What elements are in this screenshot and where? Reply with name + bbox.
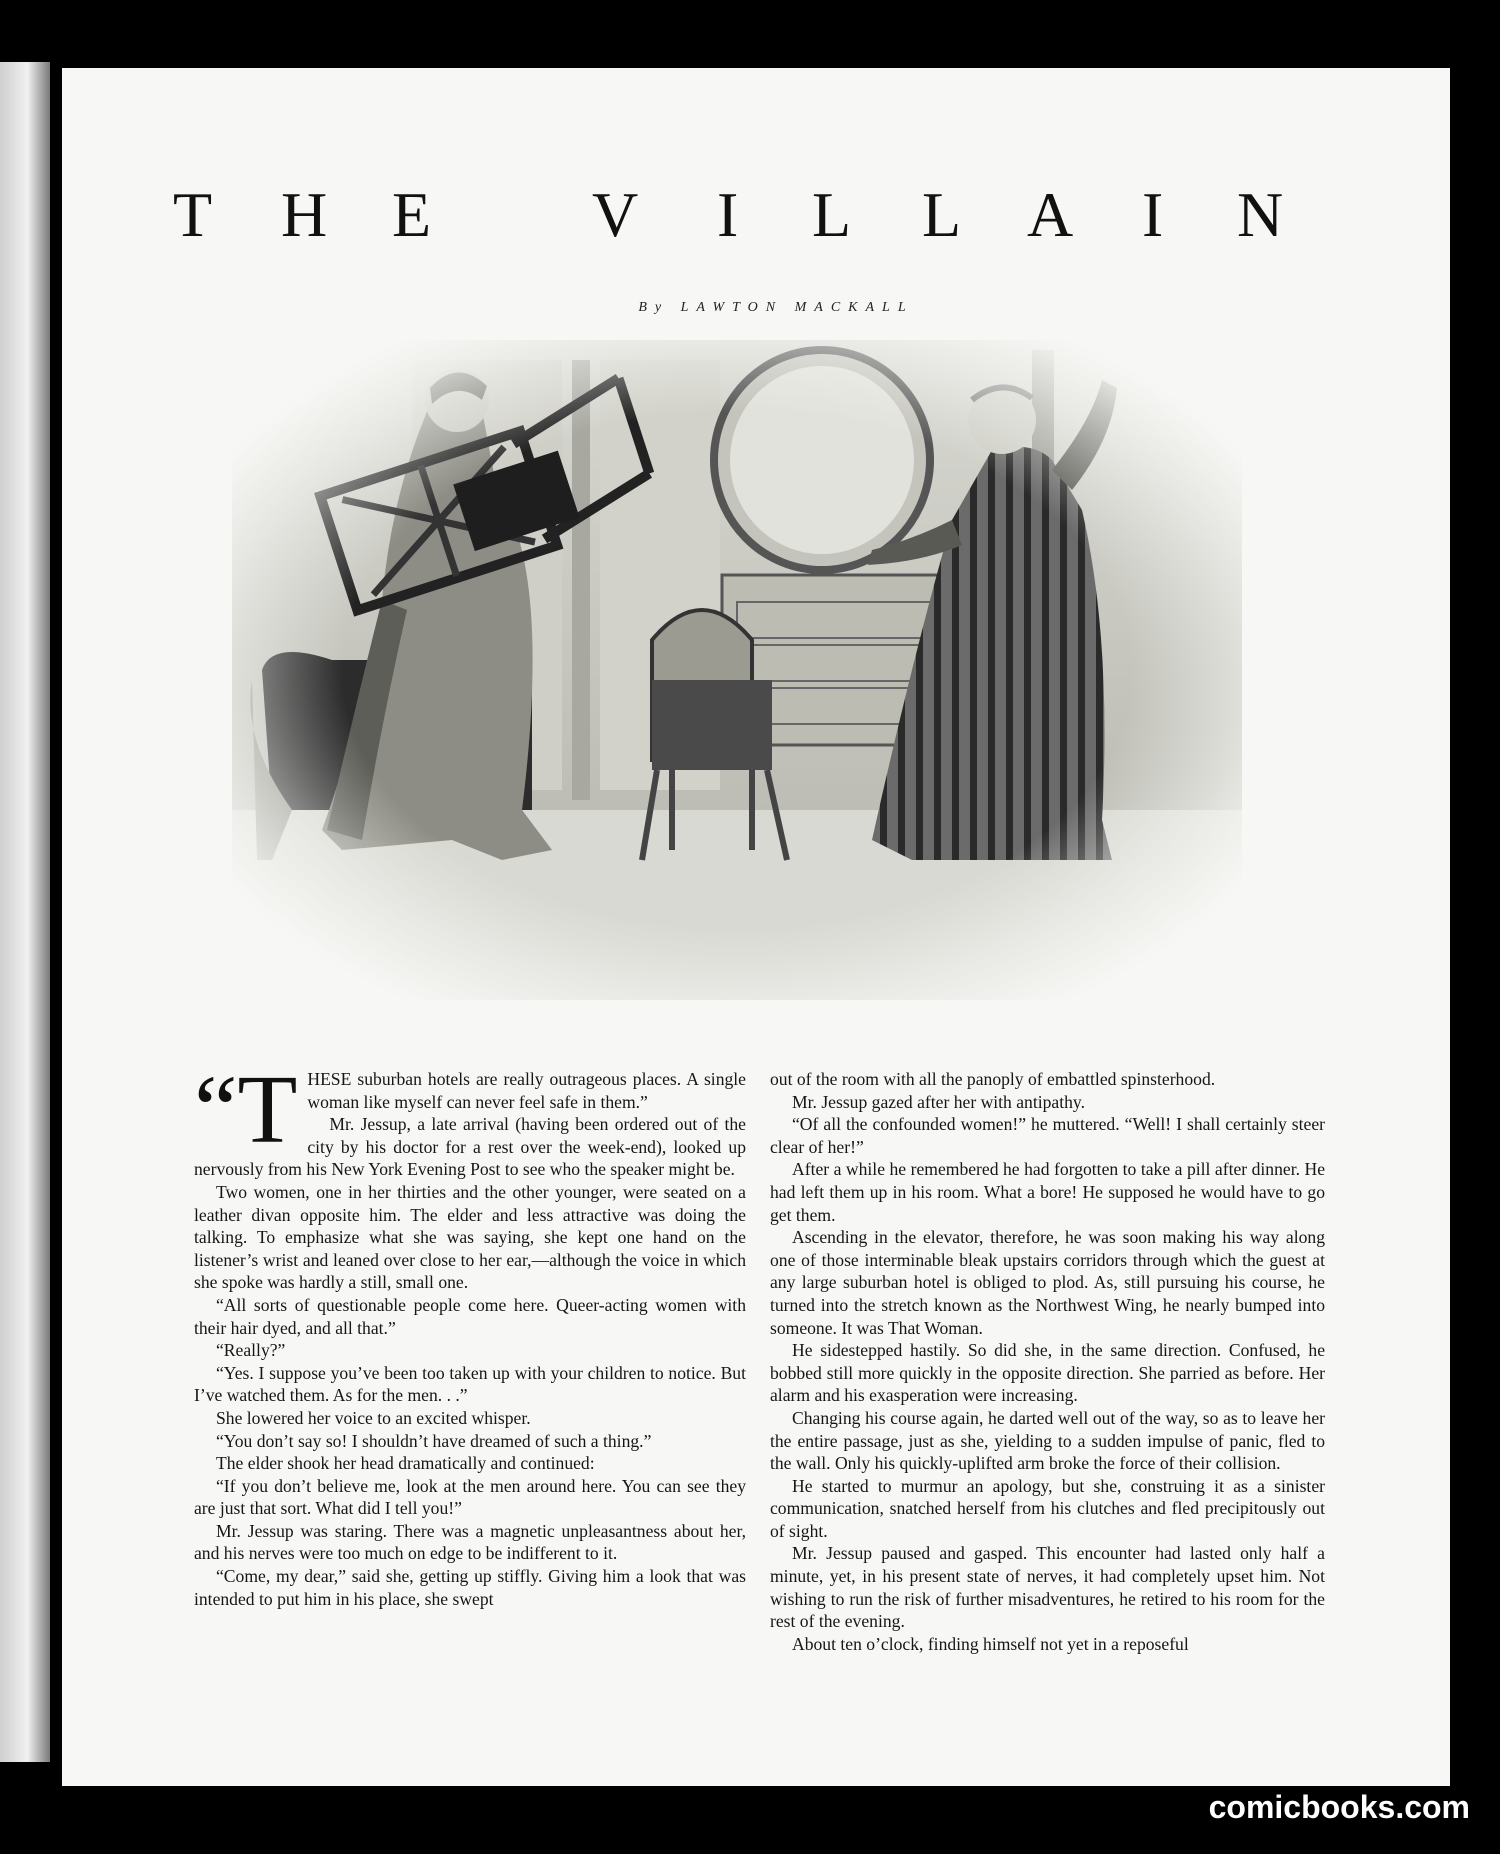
title-letter: T — [173, 179, 213, 250]
paragraph: He sidestepped hastily. So did she, in the same direction. Confused, he bobbed still more quickly in the opposite direction. She parried as before. Her alarm and his exasperation were increasing. — [770, 1340, 1325, 1406]
paragraph: Mr. Jessup, a late arrival (having been ordered out of the city by his doctor for a rest over the week-end), looked up nervously from his New York Evening Post to see who the speaker might be. — [194, 1114, 746, 1180]
title-letter: E — [392, 179, 432, 250]
article-title — [62, 170, 1450, 260]
magazine-page — [62, 68, 1450, 1786]
paragraph: She lowered her voice to an excited whisper. — [216, 1407, 531, 1428]
title-letter: H — [281, 179, 328, 250]
paragraph: Ascending in the elevator, therefore, he was soon making his way along one of those interminable bleak upstairs corridors through which the guest at any large suburban hotel is obliged to plod. As, still pursuing his course, he turned into the stretch known as the Northwest Wing, he nearly bumped into someone. It was That Woman. — [770, 1227, 1325, 1338]
previous-page-edge — [0, 62, 50, 1762]
illustration — [232, 340, 1242, 1000]
paragraph: “You don’t say so! I shouldn’t have dreamed of such a thing.” — [216, 1430, 652, 1451]
paragraph: “All sorts of questionable people come here. Queer-acting women with their hair dyed, and all that.” — [194, 1294, 746, 1338]
title-letter: N — [1237, 179, 1284, 250]
paragraph: “If you don’t believe me, look at the men around here. You can see they are just that sort. What did I tell you!” — [194, 1475, 746, 1519]
title-letter: A — [1027, 179, 1074, 250]
title-letter: I — [717, 179, 739, 250]
paragraph: Mr. Jessup gazed after her with antipathy. — [792, 1091, 1085, 1112]
text-column-right — [770, 1068, 1325, 1655]
text-column-left — [194, 1056, 746, 1610]
watermark: comicbooks.com — [1208, 1789, 1470, 1825]
paragraph: out of the room with all the panoply of embattled spinsterhood. — [770, 1069, 1216, 1089]
paragraph: After a while he remembered he had forgotten to take a pill after dinner. He had left them up in his room. What a bore! He supposed he would have to go get them. — [770, 1159, 1325, 1225]
paragraph: Mr. Jessup was staring. There was a magnetic unpleasantness about her, and his nerves were too much on edge to be indifferent to it. — [194, 1520, 746, 1564]
paragraph: Mr. Jessup paused and gasped. This encounter had lasted only half a minute, yet, in his present state of nerves, it had completely upset him. Not wishing to run the risk of further misadventures, he retired to his room for the rest of the evening. — [770, 1543, 1325, 1632]
paragraph: “Yes. I suppose you’ve been too taken up with your children to notice. But I’ve watched them. As for the men. . .” — [194, 1362, 746, 1406]
title-letter: L — [922, 179, 962, 250]
paragraph: “Come, my dear,” said she, getting up stiffly. Giving him a look that was intended to put him in his place, she swept — [194, 1566, 746, 1609]
paragraph: “THESE suburban hotels are really outrageous places. A single woman like myself can never feel safe in them.” — [194, 1056, 746, 1164]
title-letter: L — [812, 179, 852, 250]
paragraph: He started to murmur an apology, but she, construing it as a sinister communication, snatched herself from his clutches and fled precipitously out of sight. — [770, 1475, 1325, 1541]
byline: By LAWTON MACKALL — [638, 300, 914, 315]
paragraph: The elder shook her head dramatically and continued: — [216, 1453, 595, 1474]
drop-cap: “T — [194, 1056, 298, 1164]
paragraph: About ten o’clock, finding himself not yet in a reposeful — [792, 1633, 1189, 1654]
paragraph: Two women, one in her thirties and the other younger, were seated on a leather divan opposite him. The elder and less attractive was doing the talking. To emphasize what she was saying, she kept one hand on the listener’s wrist and leaned over close to her ear,—although the voice in which she spoke was hardly a still, small one. — [194, 1181, 746, 1293]
paragraph: “Really?” — [216, 1340, 286, 1361]
title-letter: I — [1142, 179, 1164, 250]
title-letter: V — [592, 179, 639, 250]
paragraph: Changing his course again, he darted well out of the way, so as to leave her the entire passage, just as she, yielding to a sudden impulse of panic, fled to the wall. Only his quickly-uplifted arm broke the force of their collision. — [770, 1407, 1325, 1474]
paragraph: “Of all the confounded women!” he muttered. “Well! I shall certainly steer clear of her!” — [770, 1114, 1325, 1157]
